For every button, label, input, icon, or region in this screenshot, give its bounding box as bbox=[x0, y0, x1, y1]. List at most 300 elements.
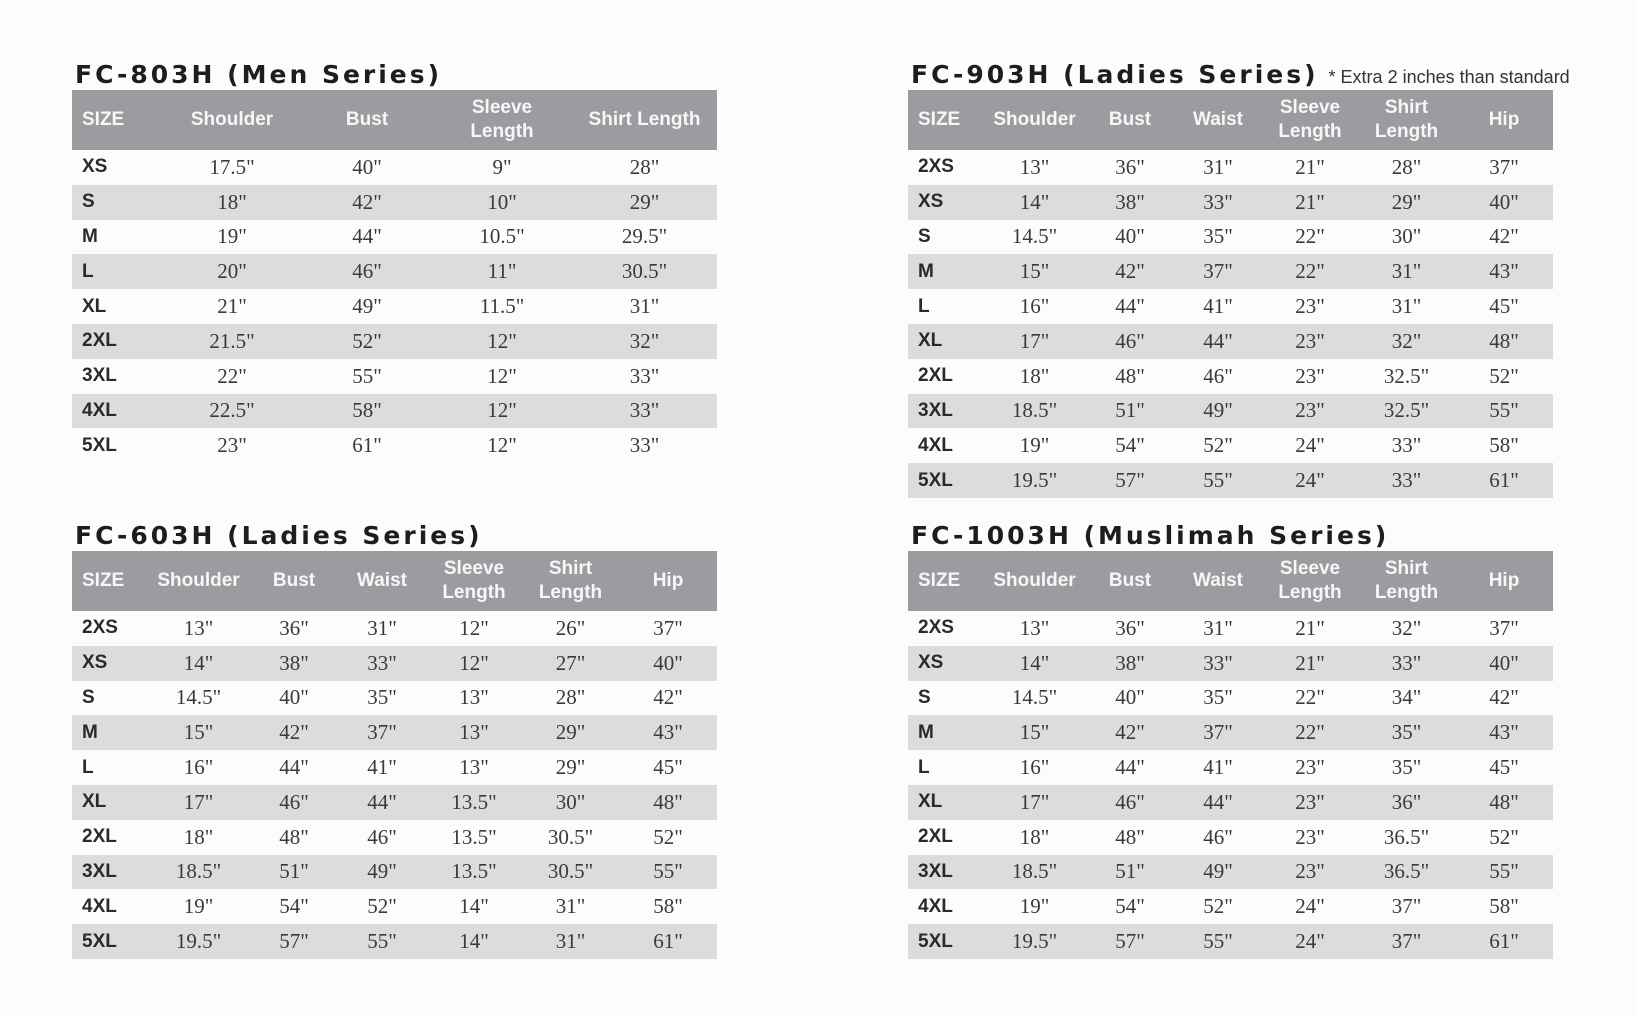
table-row bbox=[908, 359, 1553, 394]
measurement-cell: 24" bbox=[1295, 894, 1325, 919]
measurement-cell: 13" bbox=[183, 615, 214, 640]
size-cell: S bbox=[918, 686, 931, 708]
measurement-cell: 22" bbox=[217, 363, 247, 388]
measurement-cell: 37" bbox=[1489, 154, 1519, 179]
measurement-cell: 24" bbox=[1295, 468, 1325, 493]
table-row bbox=[72, 855, 717, 890]
size-cell: 2XL bbox=[82, 826, 117, 848]
measurement-cell: 30.5" bbox=[547, 859, 594, 884]
measurement-cell: 14" bbox=[459, 894, 489, 919]
measurement-cell: 32" bbox=[1391, 328, 1422, 353]
size-cell: L bbox=[918, 295, 930, 317]
measurement-cell: 23" bbox=[1295, 363, 1325, 388]
measurement-cell: 15" bbox=[1019, 720, 1050, 745]
measurement-cell: 45" bbox=[1489, 294, 1519, 319]
measurement-cell: 40" bbox=[352, 154, 382, 179]
measurement-cell: 29" bbox=[555, 720, 586, 745]
measurement-cell: 31" bbox=[1391, 259, 1422, 284]
measurement-cell: 30.5" bbox=[547, 824, 594, 849]
measurement-cell: 13.5" bbox=[451, 859, 497, 884]
table-header-row bbox=[72, 90, 717, 150]
measurement-cell: 14.5" bbox=[1011, 685, 1058, 710]
measurement-cell: 21" bbox=[217, 294, 247, 319]
measurement-cell: 36.5" bbox=[1383, 824, 1430, 849]
measurement-cell: 37" bbox=[367, 720, 397, 745]
table-row bbox=[72, 150, 717, 185]
measurement-cell: 23" bbox=[1295, 859, 1325, 884]
column-header-size: SIZE bbox=[82, 109, 125, 130]
measurement-cell: 46" bbox=[1115, 328, 1145, 353]
ladies-603-title: FC-603H (Ladies Series) bbox=[75, 521, 483, 550]
size-cell: S bbox=[918, 225, 931, 247]
measurement-cell: 38" bbox=[279, 650, 309, 675]
measurement-cell: 23" bbox=[1295, 328, 1325, 353]
measurement-cell: 31" bbox=[1391, 294, 1422, 319]
measurement-cell: 55" bbox=[1203, 929, 1233, 954]
measurement-cell: 35" bbox=[1203, 685, 1233, 710]
measurement-cell: 54" bbox=[1115, 894, 1145, 919]
measurement-cell: 13" bbox=[1019, 615, 1050, 640]
measurement-cell: 42" bbox=[1115, 720, 1145, 745]
measurement-cell: 31" bbox=[555, 894, 586, 919]
measurement-cell: 23" bbox=[1295, 824, 1325, 849]
measurement-cell: 13" bbox=[459, 720, 489, 745]
measurement-cell: 35" bbox=[1391, 755, 1422, 780]
measurement-cell: 26" bbox=[555, 615, 586, 640]
measurement-cell: 13.5" bbox=[451, 789, 497, 814]
measurement-cell: 45" bbox=[653, 755, 683, 780]
size-cell: M bbox=[82, 225, 98, 247]
size-cell: XL bbox=[82, 791, 107, 813]
measurement-cell: 33" bbox=[1391, 650, 1422, 675]
measurement-cell: 15" bbox=[1019, 259, 1050, 284]
measurement-cell: 37" bbox=[1391, 894, 1422, 919]
measurement-cell: 46" bbox=[1203, 824, 1233, 849]
measurement-cell: 51" bbox=[1115, 859, 1145, 884]
measurement-cell: 36" bbox=[279, 615, 309, 640]
column-header-size: SIZE bbox=[918, 109, 961, 130]
measurement-cell: 22" bbox=[1295, 685, 1325, 710]
table-row bbox=[72, 254, 717, 289]
measurement-cell: 18" bbox=[1019, 824, 1050, 849]
measurement-cell: 18.5" bbox=[175, 859, 222, 884]
size-cell: 5XL bbox=[918, 930, 953, 952]
size-cell: 4XL bbox=[82, 399, 117, 421]
column-header-shirt-length: Shirt Length bbox=[588, 109, 701, 130]
size-cell: S bbox=[82, 191, 95, 213]
measurement-cell: 46" bbox=[1115, 789, 1145, 814]
table-body bbox=[908, 611, 1553, 959]
size-cell: 3XL bbox=[82, 365, 117, 387]
measurement-cell: 11" bbox=[487, 259, 517, 284]
table-row bbox=[72, 428, 717, 463]
measurement-cell: 52" bbox=[1203, 894, 1233, 919]
measurement-cell: 49" bbox=[367, 859, 397, 884]
measurement-cell: 42" bbox=[352, 189, 382, 214]
measurement-cell: 12" bbox=[459, 615, 489, 640]
table-body bbox=[908, 150, 1553, 498]
measurement-cell: 52" bbox=[352, 328, 382, 353]
measurement-cell: 35" bbox=[1391, 720, 1422, 745]
measurement-cell: 19" bbox=[183, 894, 214, 919]
measurement-cell: 44" bbox=[352, 224, 382, 249]
measurement-cell: 36" bbox=[1115, 615, 1145, 640]
measurement-cell: 14.5" bbox=[175, 685, 222, 710]
table-row bbox=[72, 820, 717, 855]
measurement-cell: 46" bbox=[367, 824, 397, 849]
table-header-row bbox=[908, 551, 1553, 611]
measurement-cell: 30" bbox=[555, 789, 586, 814]
table-row bbox=[72, 394, 717, 429]
measurement-cell: 10" bbox=[487, 189, 517, 214]
muslimah-title: FC-1003H (Muslimah Series) bbox=[911, 521, 1390, 550]
table-row bbox=[908, 889, 1553, 924]
size-cell: XL bbox=[918, 330, 943, 352]
measurement-cell: 37" bbox=[1391, 929, 1422, 954]
measurement-cell: 19" bbox=[1019, 894, 1050, 919]
measurement-cell: 38" bbox=[1115, 650, 1145, 675]
measurement-cell: 40" bbox=[1489, 189, 1519, 214]
size-cell: 3XL bbox=[82, 860, 117, 882]
size-cell: L bbox=[82, 756, 94, 778]
table-row bbox=[72, 359, 717, 394]
measurement-cell: 18.5" bbox=[1011, 398, 1058, 423]
table-row bbox=[908, 646, 1553, 681]
measurement-cell: 29" bbox=[555, 755, 586, 780]
column-header-sleeve-length: Sleeve Length bbox=[470, 97, 534, 142]
measurement-cell: 23" bbox=[217, 433, 247, 458]
measurement-cell: 52" bbox=[1203, 433, 1233, 458]
measurement-cell: 41" bbox=[1203, 755, 1233, 780]
measurement-cell: 38" bbox=[1115, 189, 1145, 214]
size-cell: XL bbox=[918, 791, 943, 813]
measurement-cell: 13" bbox=[459, 755, 489, 780]
measurement-cell: 37" bbox=[1203, 259, 1233, 284]
measurement-cell: 19.5" bbox=[175, 929, 222, 954]
size-cell: L bbox=[918, 756, 930, 778]
measurement-cell: 23" bbox=[1295, 294, 1325, 319]
measurement-cell: 40" bbox=[1115, 685, 1145, 710]
measurement-cell: 42" bbox=[1489, 224, 1519, 249]
measurement-cell: 46" bbox=[279, 789, 309, 814]
measurement-cell: 33" bbox=[1203, 189, 1233, 214]
size-cell: 5XL bbox=[82, 930, 117, 952]
measurement-cell: 44" bbox=[367, 789, 397, 814]
column-header-waist: Waist bbox=[1193, 570, 1243, 591]
measurement-cell: 18" bbox=[183, 824, 214, 849]
measurement-cell: 57" bbox=[1115, 468, 1145, 493]
table-row bbox=[72, 289, 717, 324]
measurement-cell: 17" bbox=[1019, 328, 1050, 353]
measurement-cell: 23" bbox=[1295, 755, 1325, 780]
measurement-cell: 19.5" bbox=[1011, 929, 1058, 954]
measurement-cell: 18.5" bbox=[1011, 859, 1058, 884]
measurement-cell: 31" bbox=[1203, 615, 1233, 640]
measurement-cell: 12" bbox=[487, 328, 517, 353]
size-cell: XL bbox=[82, 295, 107, 317]
measurement-cell: 17" bbox=[1019, 789, 1050, 814]
measurement-cell: 54" bbox=[1115, 433, 1145, 458]
measurement-cell: 23" bbox=[1295, 789, 1325, 814]
measurement-cell: 20" bbox=[217, 259, 247, 284]
ladies-903-section bbox=[908, 50, 1570, 498]
measurement-cell: 55" bbox=[1489, 859, 1519, 884]
measurement-cell: 22" bbox=[1295, 224, 1325, 249]
size-cell: 3XL bbox=[918, 860, 953, 882]
measurement-cell: 33" bbox=[367, 650, 397, 675]
measurement-cell: 17.5" bbox=[209, 154, 255, 179]
measurement-cell: 43" bbox=[1489, 259, 1519, 284]
measurement-cell: 49" bbox=[352, 294, 382, 319]
measurement-cell: 33" bbox=[629, 398, 660, 423]
measurement-cell: 12" bbox=[487, 398, 517, 423]
size-cell: 2XL bbox=[918, 826, 953, 848]
measurement-cell: 33" bbox=[1391, 468, 1422, 493]
table-row bbox=[908, 220, 1553, 255]
measurement-cell: 54" bbox=[279, 894, 309, 919]
measurement-cell: 16" bbox=[183, 755, 214, 780]
measurement-cell: 44" bbox=[279, 755, 309, 780]
measurement-cell: 35" bbox=[1203, 224, 1233, 249]
measurement-cell: 42" bbox=[653, 685, 683, 710]
measurement-cell: 31" bbox=[555, 929, 586, 954]
ladies-903-title-row bbox=[908, 50, 1570, 90]
measurement-cell: 21" bbox=[1295, 154, 1325, 179]
table-row bbox=[908, 820, 1553, 855]
extra-inches-note: * Extra 2 inches than standard bbox=[1328, 67, 1570, 87]
table-row bbox=[72, 750, 717, 785]
column-header-waist: Waist bbox=[1193, 109, 1243, 130]
table-row bbox=[72, 185, 717, 220]
measurement-cell: 44" bbox=[1203, 789, 1233, 814]
column-header-shoulder: Shoulder bbox=[993, 109, 1076, 130]
measurement-cell: 48" bbox=[279, 824, 309, 849]
measurement-cell: 15" bbox=[183, 720, 214, 745]
men-series-title-row bbox=[72, 50, 717, 90]
measurement-cell: 55" bbox=[367, 929, 397, 954]
measurement-cell: 52" bbox=[653, 824, 683, 849]
measurement-cell: 42" bbox=[279, 720, 309, 745]
column-header-shirt-length: Shirt Length bbox=[1374, 97, 1439, 142]
table-row bbox=[72, 681, 717, 716]
table-body bbox=[72, 150, 717, 463]
measurement-cell: 36.5" bbox=[1383, 859, 1430, 884]
measurement-cell: 31" bbox=[629, 294, 660, 319]
measurement-cell: 43" bbox=[653, 720, 683, 745]
table-row bbox=[908, 785, 1553, 820]
size-cell: L bbox=[82, 260, 94, 282]
measurement-cell: 24" bbox=[1295, 929, 1325, 954]
table-row bbox=[72, 324, 717, 359]
table-header-row bbox=[72, 551, 717, 611]
measurement-cell: 14" bbox=[183, 650, 214, 675]
table-row bbox=[72, 889, 717, 924]
column-header-shirt-length: Shirt Length bbox=[538, 558, 603, 603]
column-header-size: SIZE bbox=[82, 570, 125, 591]
measurement-cell: 61" bbox=[1489, 468, 1519, 493]
measurement-cell: 24" bbox=[1295, 433, 1325, 458]
column-header-shoulder: Shoulder bbox=[157, 570, 240, 591]
measurement-cell: 51" bbox=[1115, 398, 1145, 423]
measurement-cell: 18" bbox=[217, 189, 247, 214]
size-cell: M bbox=[918, 260, 934, 282]
table-header-row bbox=[908, 90, 1553, 150]
table-row bbox=[72, 646, 717, 681]
measurement-cell: 29.5" bbox=[621, 224, 668, 249]
measurement-cell: 19.5" bbox=[1011, 468, 1058, 493]
measurement-cell: 12" bbox=[487, 363, 517, 388]
measurement-cell: 13" bbox=[1019, 154, 1050, 179]
size-cell: 2XL bbox=[918, 365, 953, 387]
column-header-sleeve-length: Sleeve Length bbox=[1278, 97, 1342, 142]
measurement-cell: 14" bbox=[459, 929, 489, 954]
muslimah-section bbox=[908, 511, 1553, 959]
measurement-cell: 43" bbox=[1489, 720, 1519, 745]
measurement-cell: 49" bbox=[1203, 398, 1233, 423]
measurement-cell: 37" bbox=[1489, 615, 1519, 640]
size-cell: M bbox=[918, 721, 934, 743]
measurement-cell: 19" bbox=[1019, 433, 1050, 458]
measurement-cell: 40" bbox=[1115, 224, 1145, 249]
size-cell: XS bbox=[918, 652, 944, 674]
measurement-cell: 44" bbox=[1115, 294, 1145, 319]
measurement-cell: 61" bbox=[352, 433, 382, 458]
measurement-cell: 32.5" bbox=[1383, 398, 1430, 423]
measurement-cell: 48" bbox=[1489, 789, 1519, 814]
measurement-cell: 37" bbox=[1203, 720, 1233, 745]
measurement-cell: 32" bbox=[629, 328, 660, 353]
measurement-cell: 45" bbox=[1489, 755, 1519, 780]
measurement-cell: 40" bbox=[279, 685, 309, 710]
muslimah-size-table bbox=[908, 551, 1553, 959]
measurement-cell: 22" bbox=[1295, 259, 1325, 284]
measurement-cell: 16" bbox=[1019, 294, 1050, 319]
measurement-cell: 13" bbox=[459, 685, 489, 710]
measurement-cell: 52" bbox=[1489, 824, 1519, 849]
table-row bbox=[908, 750, 1553, 785]
measurement-cell: 9" bbox=[492, 154, 512, 179]
measurement-cell: 40" bbox=[1489, 650, 1519, 675]
table-row bbox=[72, 715, 717, 750]
measurement-cell: 12" bbox=[487, 433, 517, 458]
measurement-cell: 41" bbox=[1203, 294, 1233, 319]
measurement-cell: 58" bbox=[352, 398, 382, 423]
table-row bbox=[908, 611, 1553, 646]
column-header-bust: Bust bbox=[272, 570, 316, 591]
measurement-cell: 22" bbox=[1295, 720, 1325, 745]
measurement-cell: 14" bbox=[1019, 189, 1050, 214]
measurement-cell: 21" bbox=[1295, 650, 1325, 675]
measurement-cell: 29" bbox=[1391, 189, 1422, 214]
measurement-cell: 48" bbox=[1115, 363, 1145, 388]
size-cell: M bbox=[82, 721, 98, 743]
size-cell: 5XL bbox=[918, 469, 953, 491]
measurement-cell: 35" bbox=[367, 685, 397, 710]
size-cell: 4XL bbox=[918, 434, 953, 456]
size-cell: S bbox=[82, 686, 95, 708]
measurement-cell: 32.5" bbox=[1383, 363, 1430, 388]
table-row bbox=[908, 924, 1553, 959]
measurement-cell: 48" bbox=[1489, 328, 1519, 353]
measurement-cell: 31" bbox=[367, 615, 397, 640]
measurement-cell: 58" bbox=[1489, 894, 1519, 919]
column-header-hip: Hip bbox=[652, 570, 684, 591]
men-series-title: FC-803H (Men Series) bbox=[75, 60, 443, 89]
measurement-cell: 21.5" bbox=[209, 328, 255, 353]
measurement-cell: 37" bbox=[653, 615, 683, 640]
measurement-cell: 36" bbox=[1391, 789, 1422, 814]
column-header-bust: Bust bbox=[1108, 570, 1152, 591]
column-header-size: SIZE bbox=[918, 570, 961, 591]
size-cell: 2XS bbox=[82, 617, 118, 639]
measurement-cell: 18" bbox=[1019, 363, 1050, 388]
measurement-cell: 21" bbox=[1295, 189, 1325, 214]
measurement-cell: 57" bbox=[1115, 929, 1145, 954]
measurement-cell: 17" bbox=[183, 789, 214, 814]
measurement-cell: 48" bbox=[1115, 824, 1145, 849]
measurement-cell: 49" bbox=[1203, 859, 1233, 884]
measurement-cell: 33" bbox=[629, 433, 660, 458]
table-row bbox=[908, 185, 1553, 220]
measurement-cell: 55" bbox=[352, 363, 382, 388]
column-header-bust: Bust bbox=[1108, 109, 1152, 130]
column-header-hip: Hip bbox=[1488, 109, 1520, 130]
table-row bbox=[908, 394, 1553, 429]
table-row bbox=[908, 855, 1553, 890]
measurement-cell: 33" bbox=[1391, 433, 1422, 458]
measurement-cell: 22.5" bbox=[209, 398, 255, 423]
table-row bbox=[72, 924, 717, 959]
measurement-cell: 42" bbox=[1115, 259, 1145, 284]
measurement-cell: 14.5" bbox=[1011, 224, 1058, 249]
measurement-cell: 46" bbox=[352, 259, 382, 284]
ladies-603-title-row bbox=[72, 511, 717, 551]
column-header-bust: Bust bbox=[345, 109, 389, 130]
table-row bbox=[72, 220, 717, 255]
men-series-size-table bbox=[72, 90, 717, 463]
table-row bbox=[72, 611, 717, 646]
table-row bbox=[908, 324, 1553, 359]
measurement-cell: 46" bbox=[1203, 363, 1233, 388]
measurement-cell: 13.5" bbox=[451, 824, 497, 849]
measurement-cell: 31" bbox=[1203, 154, 1233, 179]
table-row bbox=[908, 681, 1553, 716]
column-header-shoulder: Shoulder bbox=[993, 570, 1076, 591]
measurement-cell: 34" bbox=[1391, 685, 1422, 710]
measurement-cell: 51" bbox=[279, 859, 309, 884]
measurement-cell: 12" bbox=[459, 650, 489, 675]
size-cell: 2XS bbox=[918, 156, 954, 178]
ladies-903-size-table bbox=[908, 90, 1553, 498]
muslimah-title-row bbox=[908, 511, 1553, 551]
measurement-cell: 11.5" bbox=[479, 294, 525, 319]
ladies-603-section bbox=[72, 511, 717, 959]
measurement-cell: 10.5" bbox=[479, 224, 525, 249]
measurement-cell: 61" bbox=[653, 929, 683, 954]
table-row bbox=[908, 150, 1553, 185]
measurement-cell: 58" bbox=[1489, 433, 1519, 458]
measurement-cell: 32" bbox=[1391, 615, 1422, 640]
measurement-cell: 14" bbox=[1019, 650, 1050, 675]
size-cell: 2XL bbox=[82, 330, 117, 352]
table-row bbox=[908, 463, 1553, 498]
measurement-cell: 57" bbox=[279, 929, 309, 954]
measurement-cell: 27" bbox=[555, 650, 586, 675]
measurement-cell: 28" bbox=[1391, 154, 1422, 179]
measurement-cell: 55" bbox=[1489, 398, 1519, 423]
column-header-shirt-length: Shirt Length bbox=[1374, 558, 1439, 603]
size-cell: 4XL bbox=[82, 895, 117, 917]
